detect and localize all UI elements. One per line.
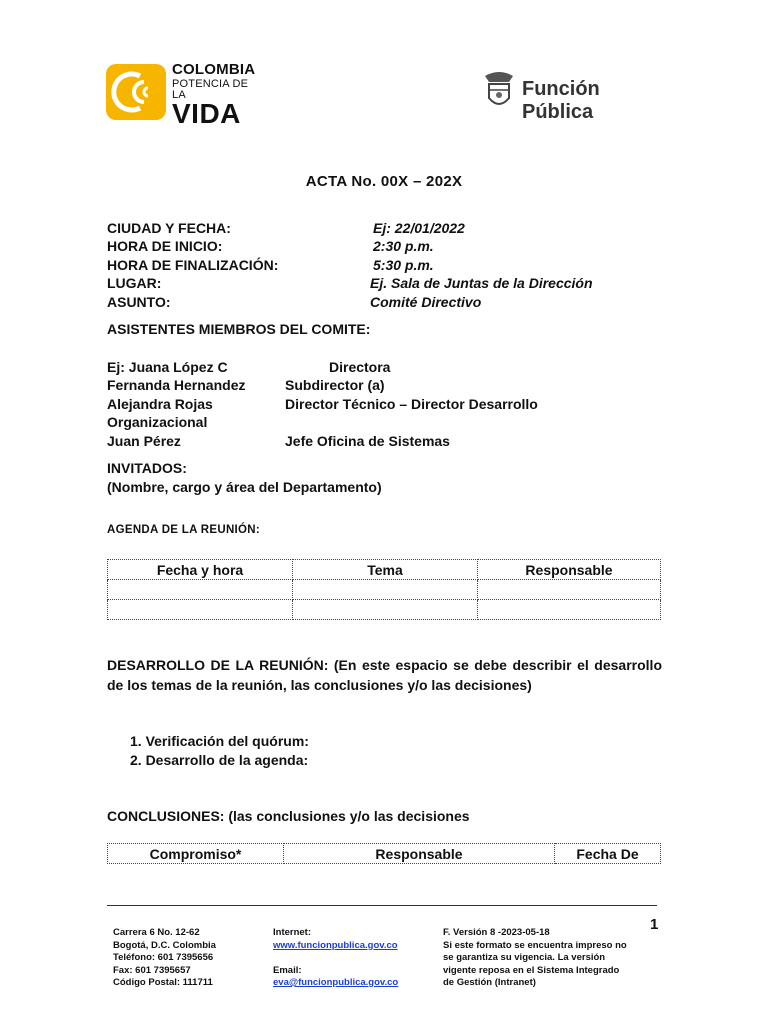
asistente-role: Subdirector (a): [285, 377, 385, 393]
asistente-name: Juan Pérez: [107, 433, 181, 449]
footer-divider: [107, 905, 657, 906]
table-cell[interactable]: [478, 580, 661, 600]
footer-contact: [273, 927, 398, 990]
footer-version-line: se garantiza su vigencia. La versión: [443, 952, 606, 963]
logo-line-2: POTENCIA DE LA: [172, 78, 249, 101]
compromisos-table: [107, 843, 661, 864]
footer-version-line: de Gestión (Intranet): [443, 977, 536, 988]
table-cell[interactable]: [293, 580, 478, 600]
info-label-hora-fin: HORA DE FINALIZACIÓN:: [107, 257, 279, 273]
table-row: [108, 580, 661, 600]
internet-label: Internet:: [273, 927, 311, 938]
page-number: 1: [650, 916, 659, 933]
table-cell[interactable]: [293, 600, 478, 620]
agenda-heading: AGENDA DE LA REUNIÓN:: [107, 524, 261, 536]
table-header-cell: Responsable: [478, 560, 661, 580]
table-header-cell: Fecha De: [555, 844, 661, 864]
asistente-role: Directora: [329, 359, 391, 375]
info-value-asunto: Comité Directivo: [370, 294, 482, 310]
info-label-hora-inicio: HORA DE INICIO:: [107, 238, 223, 254]
footer-version-line: F. Versión 8 -2023-05-18: [443, 927, 550, 938]
agenda-table: [107, 559, 661, 620]
funcion-publica-text: Función Pública: [522, 78, 600, 123]
logo-line-1: COLOMBIA: [172, 61, 256, 78]
table-header-cell: Compromiso*: [108, 844, 284, 864]
info-value-hora-inicio: 2:30 p.m.: [373, 238, 434, 254]
asistente-name: Fernanda Hernandez: [107, 377, 246, 393]
footer-address-line: Carrera 6 No. 12-62: [113, 927, 200, 938]
info-label-lugar: LUGAR:: [107, 275, 162, 291]
table-cell[interactable]: [108, 600, 293, 620]
document-title: ACTA No. 00X – 202X: [305, 173, 463, 190]
asistente-name: Organizacional: [107, 414, 208, 430]
coat-of-arms-icon: [479, 68, 519, 112]
footer-address: [113, 927, 216, 990]
info-value-lugar: Ej. Sala de Juntas de la Dirección: [370, 275, 593, 291]
info-label-ciudad: CIUDAD Y FECHA:: [107, 220, 231, 236]
invitados-heading: INVITADOS:: [107, 460, 187, 476]
email-link[interactable]: eva@funcionpublica.gov.co: [273, 977, 399, 988]
asistente-role: Jefe Oficina de Sistemas: [285, 433, 450, 449]
email-label: Email:: [273, 964, 302, 976]
footer-version-line: Si este formato se encuentra impreso no: [443, 939, 627, 951]
list-item: 2. Desarrollo de la agenda:: [130, 752, 309, 768]
table-header-row: [108, 560, 661, 580]
list-item: 1. Verificación del quórum:: [130, 733, 309, 749]
info-value-hora-fin: 5:30 p.m.: [373, 257, 434, 273]
asistente-role: Director Técnico – Director Desarrollo: [285, 396, 538, 412]
footer-version-line: vigente reposa en el Sistema Integrado: [443, 964, 620, 976]
table-header-cell: Fecha y hora: [108, 560, 293, 580]
footer-address-line: Fax: 601 7395657: [113, 964, 191, 976]
funcion-publica-logo: [475, 62, 675, 122]
website-link[interactable]: www.funcionpublica.gov.co: [273, 939, 398, 951]
asistente-name: Alejandra Rojas: [107, 396, 213, 412]
footer-version: [443, 927, 627, 990]
table-header-cell: Responsable: [284, 844, 555, 864]
table-cell[interactable]: [108, 580, 293, 600]
invitados-text: (Nombre, cargo y área del Departamento): [107, 479, 382, 495]
asistente-name: Ej: Juana López C: [107, 359, 228, 375]
asistentes-heading: ASISTENTES MIEMBROS DEL COMITE:: [107, 321, 371, 337]
table-row: [108, 600, 661, 620]
colombia-logo-icon: [106, 64, 166, 120]
desarrollo-paragraph: DESARROLLO DE LA REUNIÓN: (En este espacio se debe describir el desarrollo de los temas de la reunión, las conclusiones y/o las decisiones): [107, 657, 662, 693]
table-cell[interactable]: [478, 600, 661, 620]
footer-address-line: Bogotá, D.C. Colombia: [113, 939, 216, 951]
logo-line-3: VIDA: [172, 98, 241, 129]
info-value-ciudad: Ej: 22/01/2022: [373, 220, 465, 236]
footer-address-line: Código Postal: 111711: [113, 977, 213, 988]
info-label-asunto: ASUNTO:: [107, 294, 171, 310]
table-header-cell: Tema: [293, 560, 478, 580]
footer-address-line: Teléfono: 601 7395656: [113, 952, 214, 963]
table-header-row: [108, 844, 661, 864]
conclusiones-text: CONCLUSIONES: (las conclusiones y/o las decisiones: [107, 808, 470, 824]
colombia-potencia-logo: [106, 61, 256, 129]
